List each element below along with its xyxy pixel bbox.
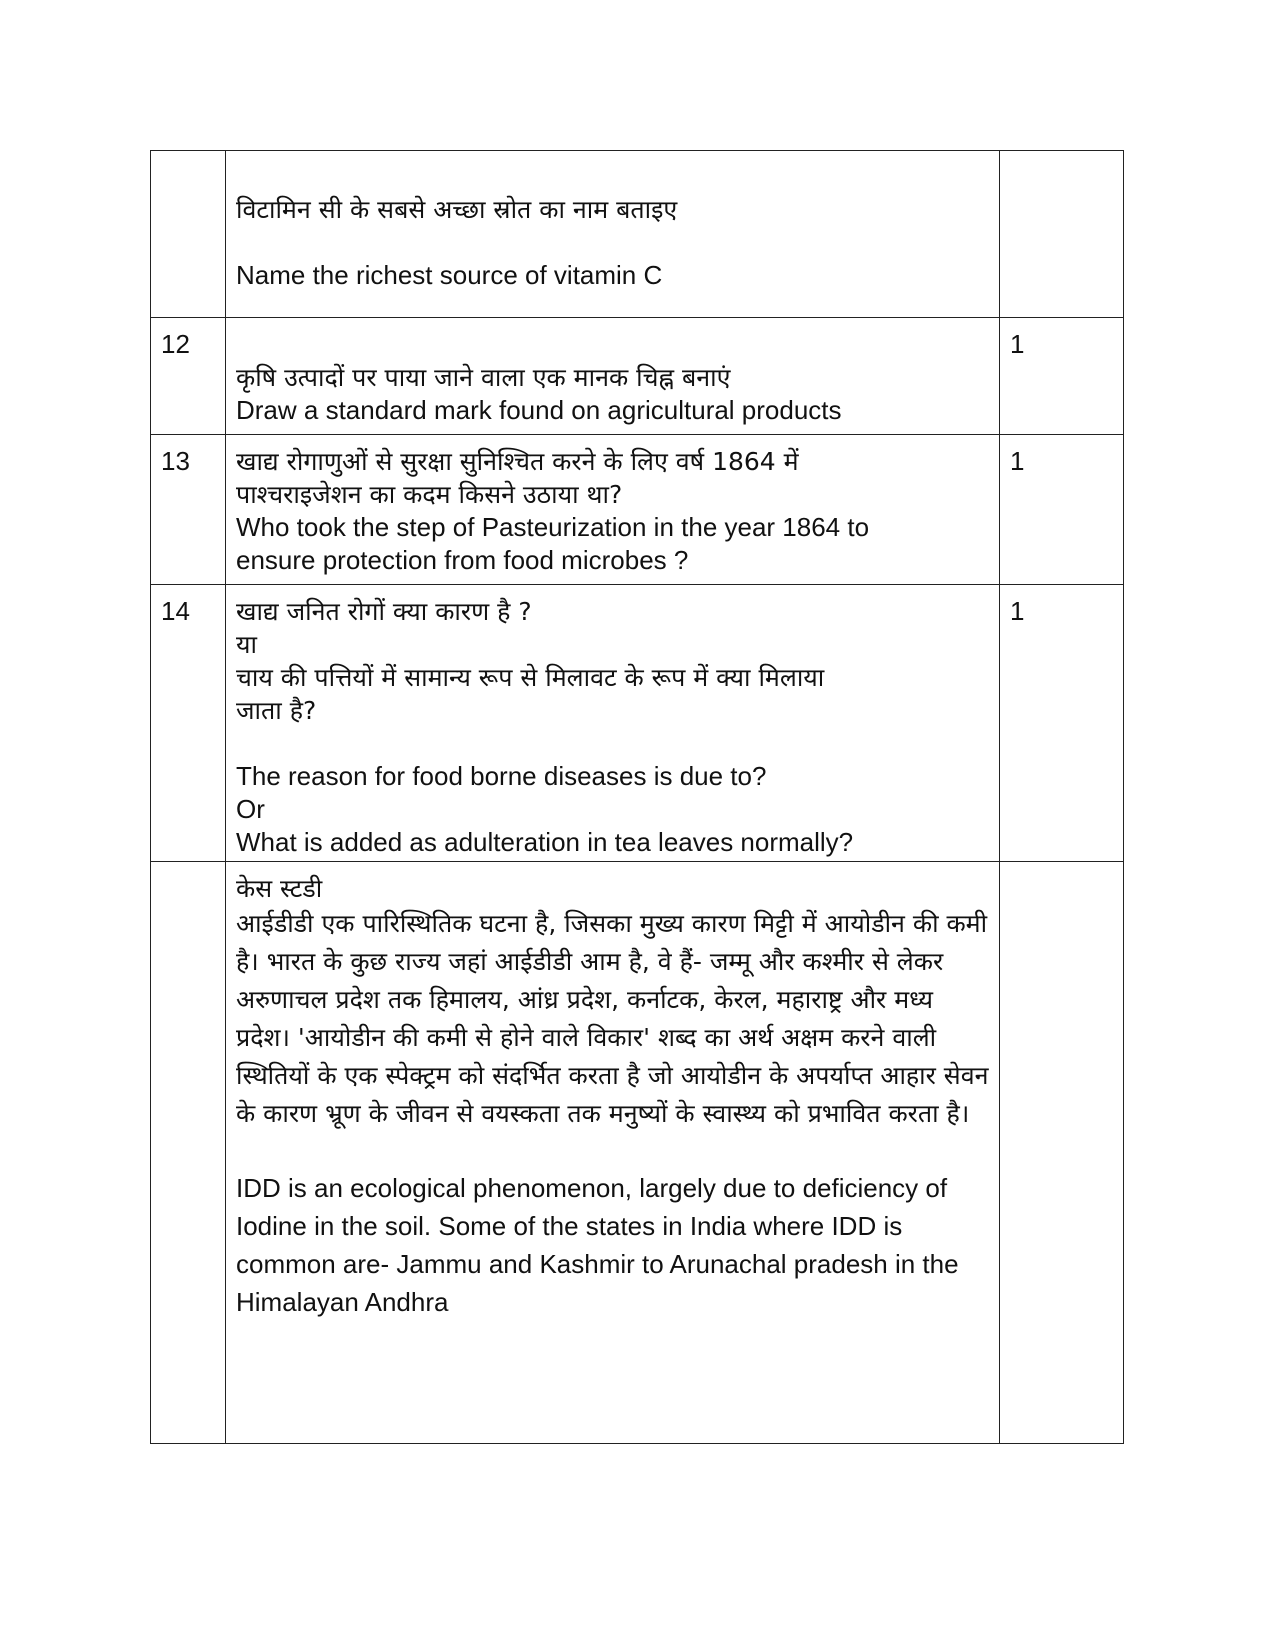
question-english-line: Who took the step of Pasteurization in the year 1864 to (236, 512, 870, 542)
question-english-line: What is added as adulteration in tea leaves normally? (236, 827, 854, 857)
question-english-line: ensure protection from food microbes ? (236, 545, 689, 575)
question-hindi-line: पाश्चराइजेशन का कदम किसने उठाया था? (236, 480, 623, 509)
table-row (151, 435, 1124, 585)
question-english-line: Draw a standard mark found on agricultural products (236, 395, 842, 425)
question-marks: 1 (1000, 318, 1124, 435)
table-row (151, 862, 1124, 1444)
question-number: 14 (151, 585, 226, 862)
question-table (150, 150, 1124, 1444)
table-row (151, 318, 1124, 435)
case-study-heading: केस स्टडी (236, 874, 323, 903)
question-number: 13 (151, 435, 226, 585)
case-study-hindi-paragraph: आईडीडी एक पारिस्थितिक घटना है, जिसका मुख्य कारण मिट्टी में आयोडीन की कमी है। भारत के कुछ राज्य जहां आईडीडी आम है, वे हैं- जम्मू और कश्मीर से लेकर अरुणाचल प्रदेश तक हिमालय, आंध्र प्रदेश, कर्नाटक, केरल, महाराष्ट्र और मध्य प्रदेश। 'आयोडीन की कमी से होने वाले विकार' शब्द का अर्थ अक्षम करने वाली स्थितियों के एक स्पेक्ट्रम को संदर्भित करता है जो आयोडीन के अपर्याप्त आहार सेवन के कारण भ्रूण के जीवन से वयस्कता तक मनुष्यों के स्वास्थ्य को प्रभावित करता है। (236, 909, 989, 1128)
question-english-line: Or (236, 794, 265, 824)
question-marks: 1 (1000, 585, 1124, 862)
question-hindi-line: चाय की पत्तियों में सामान्य रूप से मिलावट के रूप में क्या मिलाया (236, 663, 825, 692)
case-study-text (226, 862, 1000, 1444)
question-english-line: Name the richest source of vitamin C (236, 260, 663, 290)
question-english-line: The reason for food borne diseases is due to? (236, 761, 767, 791)
question-text (226, 318, 1000, 435)
question-text (226, 151, 1000, 318)
table-row (151, 585, 1124, 862)
question-number: 12 (151, 318, 226, 435)
question-hindi-line: खाद्य रोगाणुओं से सुरक्षा सुनिश्चित करने के लिए वर्ष 1864 में (236, 447, 799, 476)
question-number (151, 151, 226, 318)
question-marks: 1 (1000, 435, 1124, 585)
question-hindi-line: खाद्य जनित रोगों क्या कारण है ? (236, 597, 532, 626)
case-study-english-paragraph: IDD is an ecological phenomenon, largely due to deficiency of Iodine in the soil. Some of the states in India where IDD is common are- Jammu and Kashmir to Arunachal pradesh in the Himalayan Andhra (236, 1173, 959, 1317)
question-text (226, 435, 1000, 585)
question-hindi-line: या (236, 630, 257, 659)
question-hindi-line: जाता है? (236, 696, 317, 725)
question-hindi-line: कृषि उत्पादों पर पाया जाने वाला एक मानक चिह्न बनाएं (236, 363, 731, 392)
question-marks (1000, 151, 1124, 318)
question-hindi-line: विटामिन सी के सबसे अच्छा स्रोत का नाम बताइए (236, 195, 678, 224)
table-row (151, 151, 1124, 318)
question-number (151, 862, 226, 1444)
question-text (226, 585, 1000, 862)
question-marks (1000, 862, 1124, 1444)
